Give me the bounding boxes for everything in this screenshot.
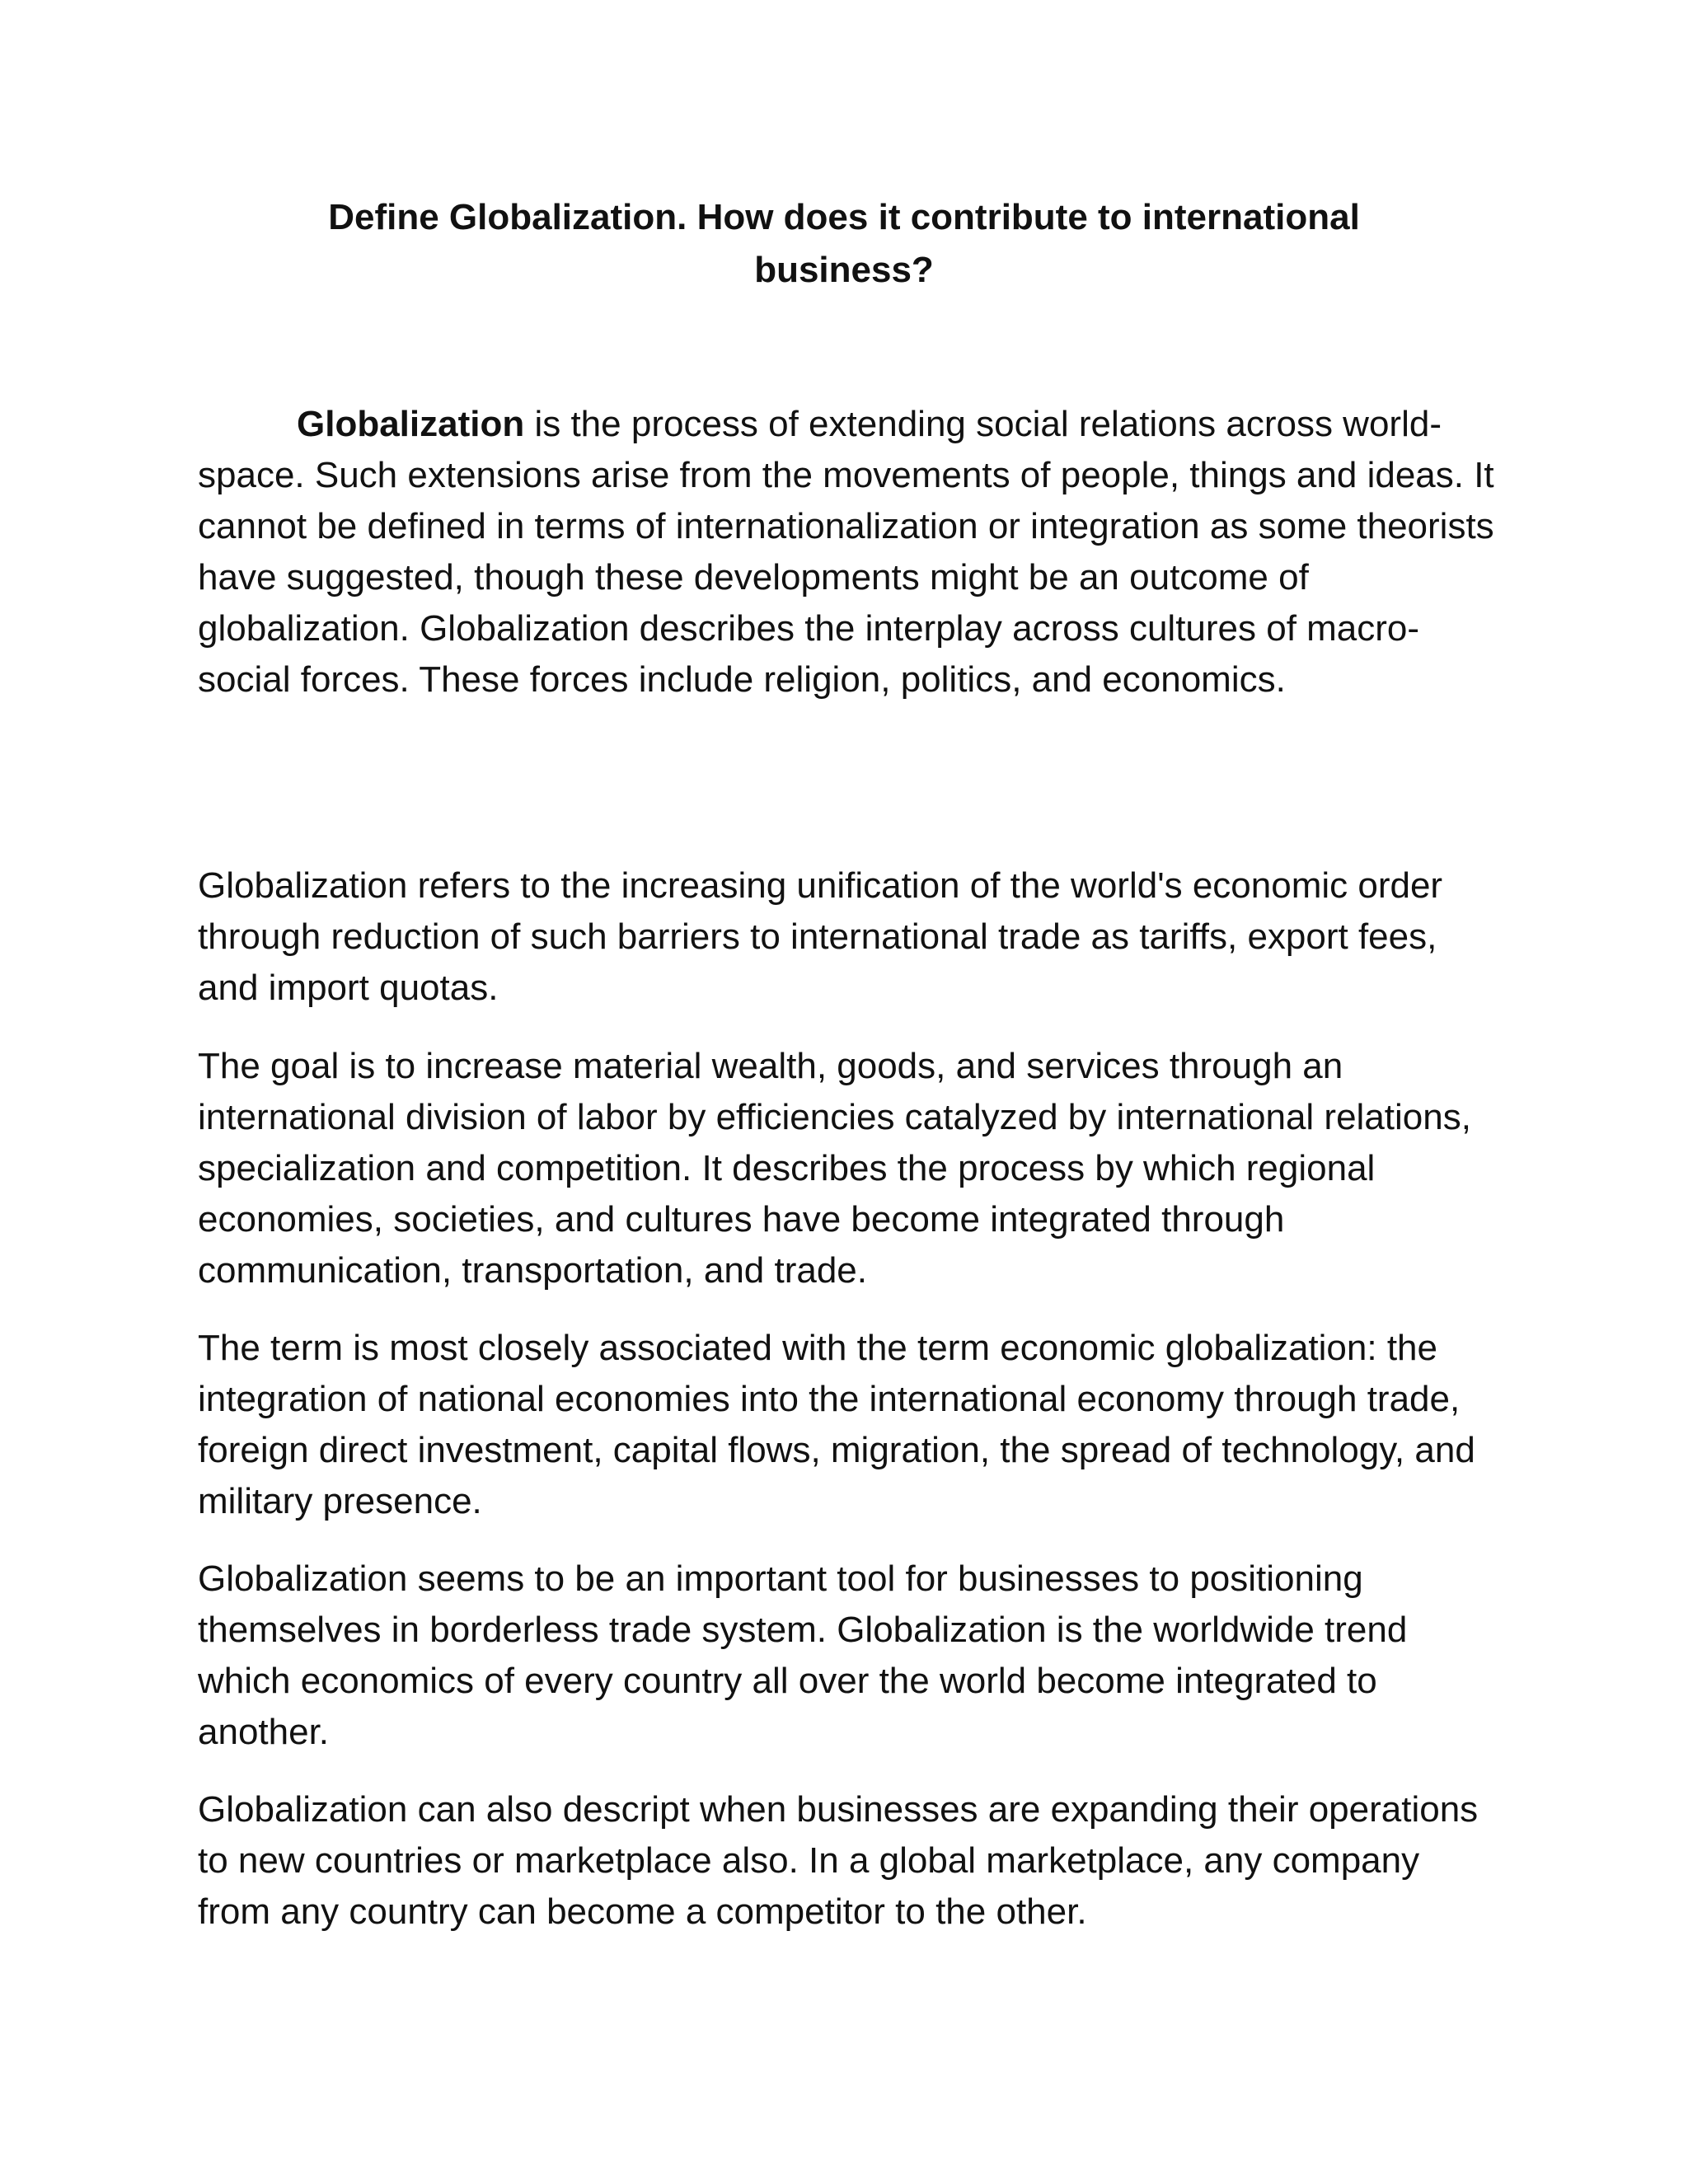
paragraph-definition: [198, 399, 1500, 705]
paragraph-text: is the process of extending social relations across world-space. Such extensions arise from the movements of people, things and ideas. It cannot be defined in terms of internationalization or integration as some theorists have suggested, though these developments might be an outcome of globalization. Globalization describes the interplay across cultures of macro-social forces. These forces include religion, politics, and economics.: [198, 404, 1494, 700]
document-title: [198, 191, 1490, 297]
bold-term-globalization: Globalization: [297, 404, 525, 444]
paragraph-goal: The goal is to increase material wealth, goods, and services through an international division of labor by efficiencies catalyzed by international relations, specialization and competition. It describes the process by which regional economies, societies, and cultures have become integrated through communication, transportation, and trade.: [198, 1046, 1471, 1291]
paragraph-economic-globalization: The term is most closely associated with the term economic globalization: the integration of national economies into the international economy through trade, foreign direct investment, capital flows, migration, the spread of technology, and military presence.: [198, 1328, 1475, 1521]
title-line-2: business?: [754, 250, 934, 290]
title-line-1: Define Globalization. How does it contribute to international: [328, 197, 1360, 237]
paragraph-unification: Globalization refers to the increasing unification of the world's economic order through reduction of such barriers to international trade as tariffs, export fees, and import quotas.: [198, 865, 1443, 1008]
paragraph-global-marketplace: Globalization can also descript when businesses are expanding their operations to new countries or marketplace also. In a global marketplace, any company from any country can become a competitor to the other.: [198, 1789, 1479, 1932]
paragraph-business-tool: Globalization seems to be an important tool for businesses to positioning themselves in borderless trade system. Globalization is the worldwide trend which economics of every country all over the world become integrated to another.: [198, 1558, 1408, 1752]
